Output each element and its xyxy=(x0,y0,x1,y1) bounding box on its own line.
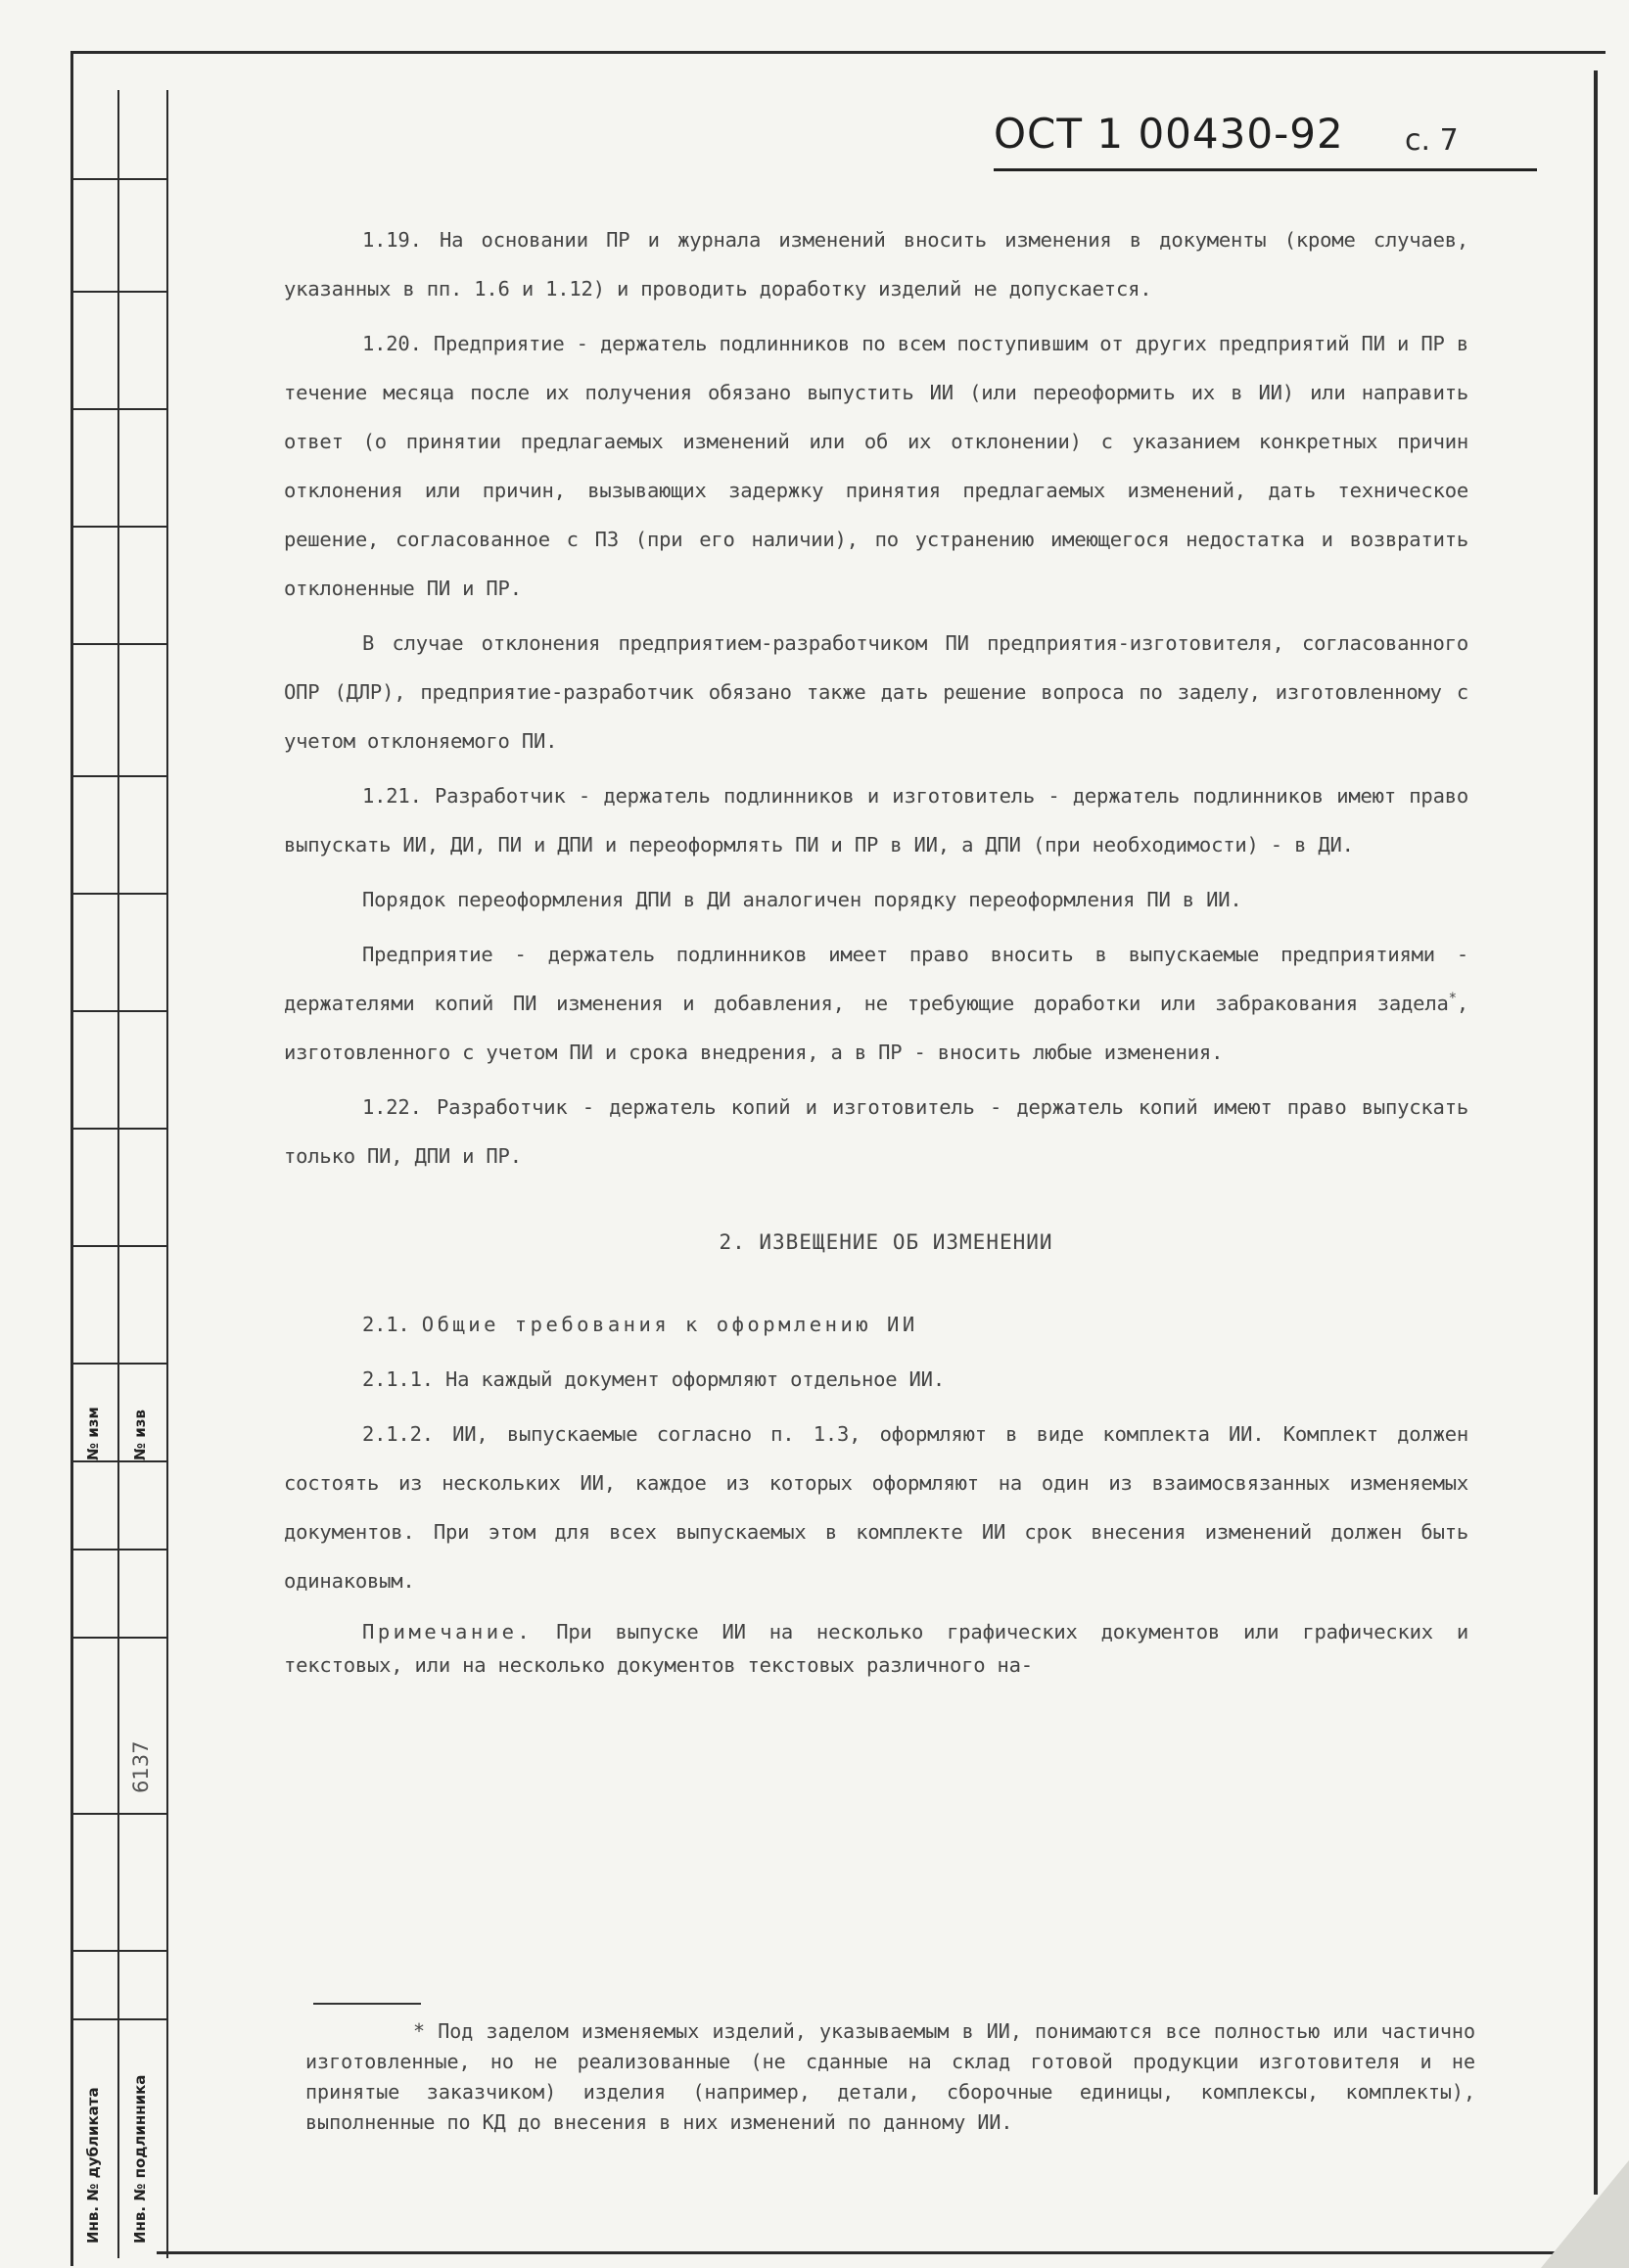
paragraph-2-1-2: 2.1.2. ИИ, выпускаемые согласно п. 1.3, оформляют в виде комплекта ИИ. Комплект должен состоять из нескольких ИИ, каждое из которых оформляют на один из взаимосвязанных изменяемых документов. При этом для всех выпускаемых в комплекте ИИ срок внесения изменений должен быть одинаковым. xyxy=(284,1422,1468,1593)
dup-inv-label: Инв. № дубликата xyxy=(84,2087,102,2244)
strip-row-line xyxy=(70,526,168,528)
document-body xyxy=(284,215,1468,1682)
paragraph-1-21-rights xyxy=(284,930,1468,1077)
stamp-number: 6137 xyxy=(129,1740,153,1793)
strip-row-line xyxy=(70,1010,168,1012)
subsection-title: Общие требования к оформлению ИИ xyxy=(421,1313,918,1336)
strip-row-line xyxy=(70,775,168,777)
strip-row-line xyxy=(70,1363,168,1365)
page-header xyxy=(994,110,1537,168)
strip-line xyxy=(70,90,72,2258)
paragraph-1-20-cont: В случае отклонения предприятием-разработчиком ПИ предприятия-изготовителя, согласованного ОПР (ДЛР), предприятие-разработчик обязано также дать решение вопроса по заделу, изготовленному с учетом отклоняемого ПИ. xyxy=(284,631,1468,753)
header-rule xyxy=(994,168,1537,171)
document-code: ОСТ 1 00430-92 xyxy=(994,110,1344,158)
subsection-number: 2.1. xyxy=(362,1313,410,1336)
note xyxy=(284,1615,1468,1682)
strip-row-line xyxy=(70,893,168,895)
change-no-label: № изм xyxy=(84,1407,102,1460)
strip-row-line xyxy=(70,1950,168,1952)
paragraph-1-21: 1.21. Разработчик - держатель подлинников и изготовитель - держатель подлинников имеют право выпускать ИИ, ДИ, ПИ и ДПИ и переоформлять ПИ и ПР в ИИ, а ДПИ (при необходимости) - в ДИ. xyxy=(284,784,1468,856)
strip-row-line xyxy=(70,408,168,410)
section-heading: 2. ИЗВЕЩЕНИЕ ОБ ИЗМЕНЕНИИ xyxy=(719,1230,1053,1254)
notice-no-label: № изв xyxy=(131,1410,149,1460)
paragraph-1-21-order: Порядок переоформления ДПИ в ДИ аналогичен порядку переоформления ПИ в ИИ. xyxy=(362,888,1242,911)
orig-inv-label: Инв. № подлинника xyxy=(131,2074,149,2244)
page-frame-right xyxy=(1594,70,1607,2195)
page-number: с. 7 xyxy=(1405,123,1459,158)
strip-row-line xyxy=(70,1460,168,1462)
strip-line xyxy=(166,90,168,2258)
subsection-heading xyxy=(284,1300,1468,1349)
strip-line xyxy=(117,90,119,2258)
paragraph-1-19: 1.19. На основании ПР и журнала изменений вносить изменения в документы (кроме случаев, указанных в пп. 1.6 и 1.12) и проводить доработку изделий не допускается. xyxy=(284,228,1468,301)
strip-row-line xyxy=(70,1813,168,1815)
page-frame-bottom xyxy=(157,2251,1596,2254)
strip-row-line xyxy=(70,1637,168,1639)
paragraph-1-20: 1.20. Предприятие - держатель подлинников по всем поступившим от других предприятий ПИ и ПР в течение месяца после их получения обязано выпустить ИИ (или переоформить их в ИИ) или направить ответ (о принятии предлагаемых изменений или об их отклонении) с указанием конкретных причин отклонения или причин, вызывающих задержку принятия предлагаемых изменений, дать техническое решение, согласованное с ПЗ (при его наличии), по устранению имеющегося недостатка и возвратить отклоненные ПИ и ПР. xyxy=(284,332,1468,600)
paragraph-1-22: 1.22. Разработчик - держатель копий и изготовитель - держатель копий имеют право выпускать только ПИ, ДПИ и ПР. xyxy=(284,1095,1468,1168)
stamp-strip xyxy=(70,90,168,2258)
strip-row-line xyxy=(70,178,168,180)
footnote xyxy=(305,2016,1475,2138)
footnote-text xyxy=(305,2016,1475,2138)
strip-row-line xyxy=(70,2018,168,2020)
page-curl xyxy=(1541,2160,1629,2268)
note-label: Примечание. xyxy=(362,1620,534,1643)
strip-row-line xyxy=(70,291,168,293)
strip-row-line xyxy=(70,1549,168,1551)
footnote-body: Под заделом изменяемых изделий, указываемым в ИИ, понимаются все полностью или частично изготовленные, но не реализованные (не сданные на склад готовой продукции изготовителя и не принятые заказчиком) изделия (например, детали, сборочные единицы, комплексы, комплекты), выполненные по КД до внесения в них изменений по данному ИИ. xyxy=(305,2019,1475,2134)
footnote-ref: * xyxy=(1448,991,1457,1007)
footnote-rule xyxy=(313,2003,421,2005)
paragraph-text: , изготовленного с учетом ПИ и срока внедрения, а в ПР - вносить любые изменения. xyxy=(284,992,1468,1064)
paragraph-2-1-1: 2.1.1. На каждый документ оформляют отдельное ИИ. xyxy=(362,1367,945,1391)
strip-row-line xyxy=(70,1245,168,1247)
strip-row-line xyxy=(70,1128,168,1130)
footnote-mark: * xyxy=(413,2019,426,2043)
paragraph-text: Предприятие - держатель подлинников имеет право вносить в выпускаемые предприятиями - держателями копий ПИ изменения и добавления, не требующие доработки или забракования задела xyxy=(284,943,1468,1015)
note-text: При выпуске ИИ на несколько графических документов или графических и текстовых, или на несколько документов текстовых различного на- xyxy=(284,1620,1468,1677)
strip-row-line xyxy=(70,643,168,645)
